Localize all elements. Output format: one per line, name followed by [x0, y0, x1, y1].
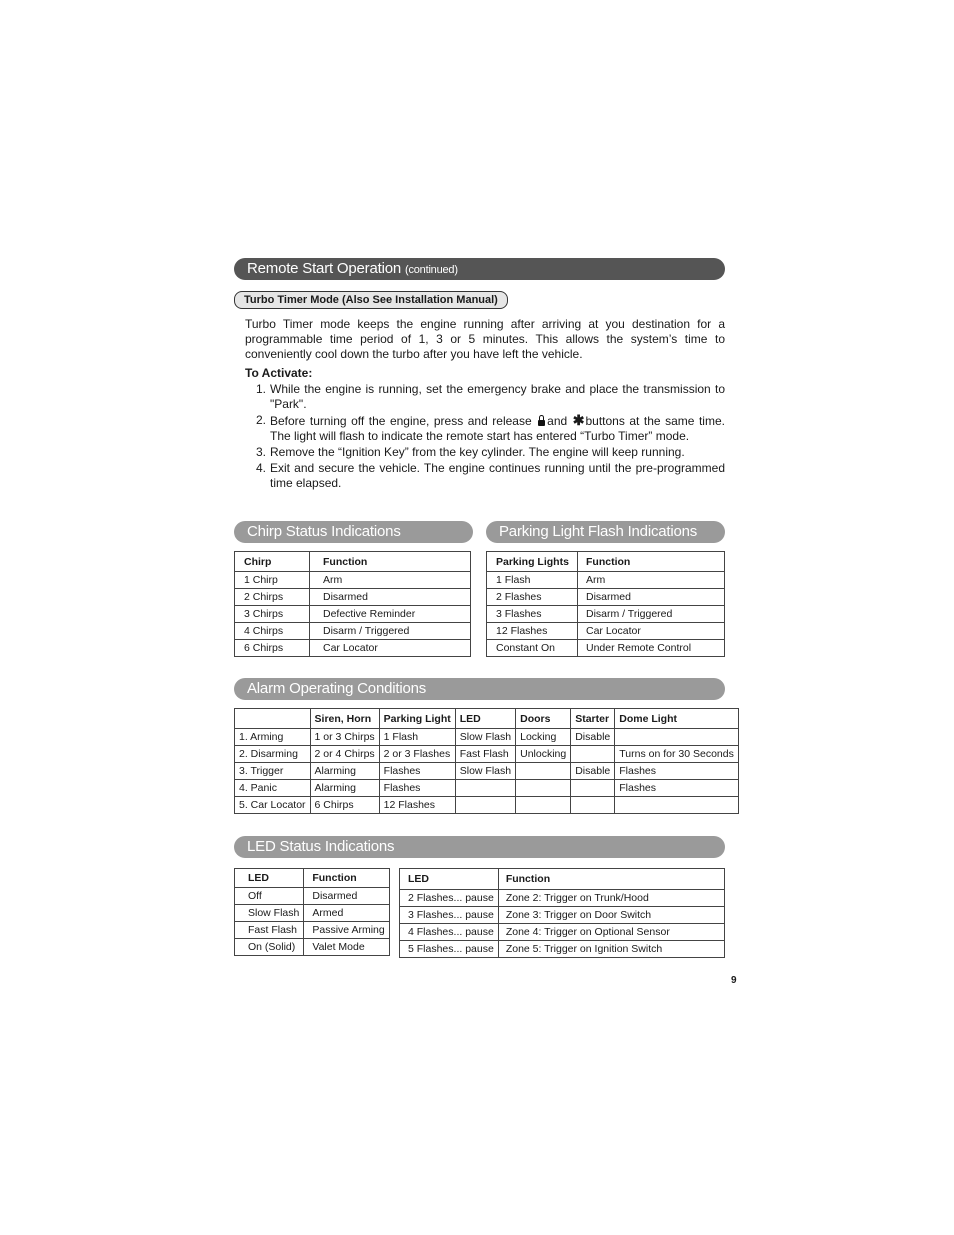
column-header: Parking Lights — [487, 552, 578, 572]
table-cell — [615, 729, 739, 746]
table-cell: 4. Panic — [235, 780, 311, 797]
step-2-text-a: Before turning off the engine, press and release — [270, 414, 532, 428]
table-cell: 3 Flashes — [487, 606, 578, 623]
table-cell: 4 Chirps — [235, 623, 310, 640]
table-cell: 3 Chirps — [235, 606, 310, 623]
table-cell: 3. Trigger — [235, 763, 311, 780]
table-row — [235, 888, 390, 905]
step-4 — [246, 461, 725, 491]
table-cell: 12 Flashes — [487, 623, 578, 640]
table-cell: Flashes — [615, 763, 739, 780]
column-header: LED — [235, 869, 304, 888]
continued-label: (continued) — [404, 264, 458, 276]
table-cell: 5. Car Locator — [235, 797, 311, 814]
table-cell: 2 Flashes — [487, 589, 578, 606]
table-row — [235, 572, 471, 589]
column-header: Chirp — [235, 552, 310, 572]
table-row — [235, 780, 739, 797]
step-number: 1. — [256, 382, 267, 396]
step-1-text: While the engine is running, set the emergency brake and place the transmission to "Park". — [270, 382, 725, 411]
table-row — [235, 939, 390, 956]
table-cell: 6 Chirps — [310, 797, 379, 814]
table-cell: Under Remote Control — [578, 640, 725, 657]
table-row — [235, 797, 739, 814]
table-cell: Disarmed — [304, 888, 389, 905]
table-cell: Flashes — [615, 780, 739, 797]
table-row — [400, 924, 725, 941]
step-number: 4. — [256, 461, 267, 475]
table-cell: Turns on for 30 Seconds — [615, 746, 739, 763]
star-icon: ✱ — [572, 412, 585, 428]
column-header: Starter — [571, 709, 615, 729]
table-cell: 4 Flashes... pause — [400, 924, 499, 941]
table-cell: 1 Chirp — [235, 572, 310, 589]
table-row — [235, 623, 471, 640]
table-row — [487, 572, 725, 589]
table-cell: Disarmed — [578, 589, 725, 606]
step-3 — [246, 445, 725, 460]
table-cell: 2 Chirps — [235, 589, 310, 606]
table-cell — [571, 797, 615, 814]
turbo-intro-text: Turbo Timer mode keeps the engine running after arriving at you destination for a programmable time period of 1, 3 or 5 minutes. This allows the system’s time to conveniently cool down the turbo after you have left the vehicle. — [245, 317, 725, 361]
led-status-table — [234, 868, 390, 956]
table-cell: Arm — [310, 572, 471, 589]
table-cell: Zone 4: Trigger on Optional Sensor — [498, 924, 724, 941]
table-cell: Disable — [571, 763, 615, 780]
column-header: Function — [498, 869, 724, 890]
table-row — [235, 606, 471, 623]
table-cell: Zone 2: Trigger on Trunk/Hood — [498, 890, 724, 907]
table-row — [235, 640, 471, 657]
table-cell: Valet Mode — [304, 939, 389, 956]
table-row — [487, 623, 725, 640]
table-header-row — [235, 552, 471, 572]
column-header: Function — [304, 869, 389, 888]
table-cell: Alarming — [310, 780, 379, 797]
table-cell: 2 or 4 Chirps — [310, 746, 379, 763]
table-cell: Locking — [516, 729, 571, 746]
table-cell: Flashes — [379, 763, 455, 780]
step-number: 3. — [256, 445, 267, 459]
table-cell: 1 Flash — [379, 729, 455, 746]
table-row — [400, 907, 725, 924]
table-cell: 1 Flash — [487, 572, 578, 589]
to-activate-label: To Activate: — [245, 366, 313, 380]
table-cell — [516, 780, 571, 797]
table-cell — [455, 797, 515, 814]
table-cell: Fast Flash — [455, 746, 515, 763]
table-header-row — [235, 709, 739, 729]
table-cell — [615, 797, 739, 814]
table-cell: 2. Disarming — [235, 746, 311, 763]
table-cell: 1 or 3 Chirps — [310, 729, 379, 746]
table-cell: 5 Flashes... pause — [400, 941, 499, 958]
table-cell: Defective Reminder — [310, 606, 471, 623]
step-number: 2. — [256, 413, 267, 427]
table-cell: Disarm / Triggered — [578, 606, 725, 623]
lock-icon — [538, 415, 545, 426]
table-row — [400, 941, 725, 958]
table-row — [235, 905, 390, 922]
remote-start-header — [234, 258, 725, 280]
step-4-text: Exit and secure the vehicle. The engine continues running until the pre-programmed time elapsed. — [270, 461, 725, 490]
step-2-and: and — [547, 414, 568, 428]
table-cell: Zone 3: Trigger on Door Switch — [498, 907, 724, 924]
step-3-text: Remove the “Ignition Key” from the key cylinder. The engine will keep running. — [270, 445, 685, 459]
table-cell: Passive Arming — [304, 922, 389, 939]
table-row — [487, 640, 725, 657]
table-cell: Armed — [304, 905, 389, 922]
table-header-row — [400, 869, 725, 890]
chirp-status-header: Chirp Status Indications — [234, 521, 473, 543]
table-cell: Flashes — [379, 780, 455, 797]
table-header-row — [235, 869, 390, 888]
table-cell: 6 Chirps — [235, 640, 310, 657]
table-row — [235, 729, 739, 746]
table-cell — [516, 797, 571, 814]
table-header-row — [487, 552, 725, 572]
table-cell — [571, 780, 615, 797]
parking-light-table — [486, 551, 725, 657]
table-cell: 3 Flashes... pause — [400, 907, 499, 924]
step-1 — [246, 382, 725, 412]
led-zone-table — [399, 868, 725, 958]
activation-steps — [246, 382, 725, 492]
table-cell: Slow Flash — [455, 763, 515, 780]
alarm-conditions-header: Alarm Operating Conditions — [234, 678, 725, 700]
column-header: Function — [578, 552, 725, 572]
page-number: 9 — [731, 975, 737, 986]
table-cell: Fast Flash — [235, 922, 304, 939]
table-cell: Constant On — [487, 640, 578, 657]
table-cell — [455, 780, 515, 797]
table-cell — [516, 763, 571, 780]
parking-light-header: Parking Light Flash Indications — [486, 521, 725, 543]
table-cell: Disarm / Triggered — [310, 623, 471, 640]
table-cell — [571, 746, 615, 763]
table-cell: Zone 5: Trigger on Ignition Switch — [498, 941, 724, 958]
column-header: Dome Light — [615, 709, 739, 729]
table-row — [400, 890, 725, 907]
column-header — [235, 709, 311, 729]
table-cell: Alarming — [310, 763, 379, 780]
table-cell: Disable — [571, 729, 615, 746]
table-cell: Off — [235, 888, 304, 905]
table-cell: Car Locator — [578, 623, 725, 640]
table-row — [487, 589, 725, 606]
column-header: Function — [310, 552, 471, 572]
table-row — [235, 763, 739, 780]
step-2-text-b: buttons at the same time. The light will flash to indicate the remote start has entered “Turbo Timer” mode. — [270, 414, 725, 443]
column-header: Doors — [516, 709, 571, 729]
table-cell: 12 Flashes — [379, 797, 455, 814]
table-row — [235, 922, 390, 939]
table-cell: Car Locator — [310, 640, 471, 657]
table-row — [487, 606, 725, 623]
table-cell: Slow Flash — [235, 905, 304, 922]
column-header: LED — [400, 869, 499, 890]
column-header: LED — [455, 709, 515, 729]
table-row — [235, 589, 471, 606]
table-cell: 2 or 3 Flashes — [379, 746, 455, 763]
table-cell: On (Solid) — [235, 939, 304, 956]
step-2 — [246, 413, 725, 444]
turbo-timer-heading: Turbo Timer Mode (Also See Installation Manual) — [234, 291, 508, 309]
remote-start-title: Remote Start Operation — [247, 260, 402, 277]
table-cell: 2 Flashes... pause — [400, 890, 499, 907]
table-cell: Slow Flash — [455, 729, 515, 746]
table-cell: Arm — [578, 572, 725, 589]
table-cell: Unlocking — [516, 746, 571, 763]
led-status-header: LED Status Indications — [234, 836, 725, 858]
column-header: Parking Light — [379, 709, 455, 729]
column-header: Siren, Horn — [310, 709, 379, 729]
table-row — [235, 746, 739, 763]
table-cell: Disarmed — [310, 589, 471, 606]
chirp-status-table — [234, 551, 471, 657]
table-cell: 1. Arming — [235, 729, 311, 746]
alarm-conditions-table — [234, 708, 739, 814]
